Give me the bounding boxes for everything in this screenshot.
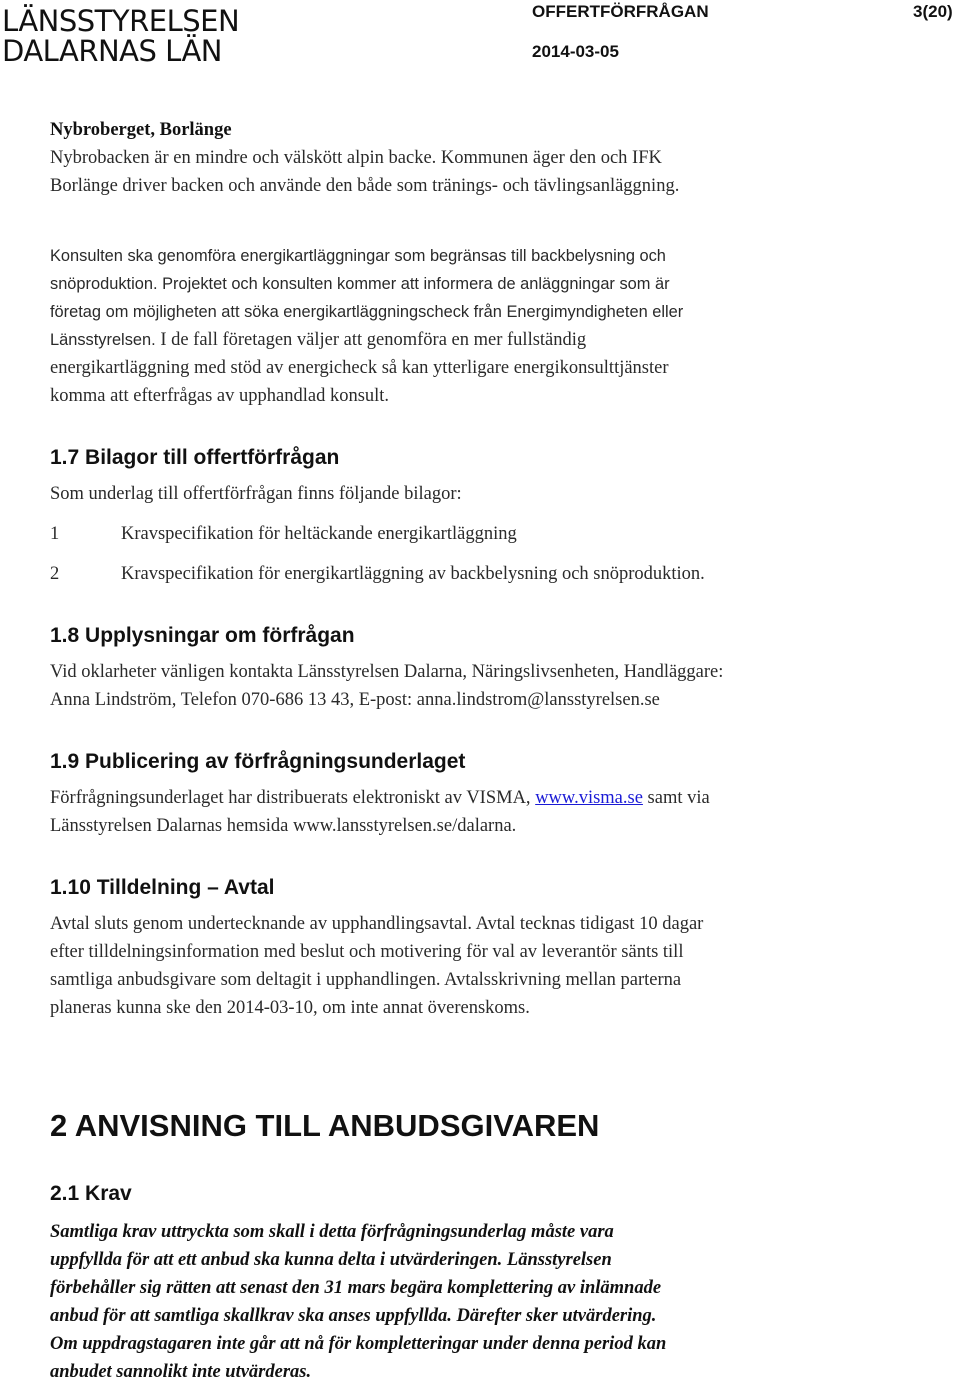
section-1-9-line2: Länsstyrelsen Dalarnas hemsida www.lansstyrelsen.se/dalarna.: [50, 816, 517, 836]
section-1-7-heading: 1.7 Bilagor till offertförfrågan: [50, 446, 340, 469]
requirements-line: anbud för att samtliga skallkrav ska anses uppfyllda. Därefter sker utvärdering.: [50, 1306, 657, 1326]
p2-line2-part-a: snöproduktion.: [50, 275, 158, 293]
nybroberget-p2-line4: [50, 326, 930, 354]
nybroberget-title: Nybroberget, Borlänge: [50, 120, 232, 140]
document-date: 2014-03-05: [532, 42, 619, 61]
p2-line4-part-b: I de fall företagen väljer att genomföra en mer fullständig: [155, 330, 587, 350]
nybroberget-p2-line1: Konsulten ska genomföra energikartläggningar som begränsas till backbelysning och: [50, 247, 666, 265]
logo-line-1: LÄNSSTYRELSEN: [2, 4, 240, 38]
agency-logo: [2, 4, 240, 68]
requirements-line: Om uppdragstagaren inte går att nå för kompletteringar under denna period kan: [50, 1334, 667, 1354]
section-1-10-line1: Avtal sluts genom undertecknande av upphandlingsavtal. Avtal tecknas tidigast 10 dagar: [50, 914, 704, 934]
attachment-text: Kravspecifikation för energikartläggning av backbelysning och snöproduktion.: [121, 564, 705, 584]
attachment-item: [50, 520, 930, 548]
section-1-10-heading: 1.10 Tilldelning – Avtal: [50, 876, 275, 899]
attachment-number: 2: [50, 564, 60, 584]
section-1-10-line4: planeras kunna ske den 2014-03-10, om inte annat överenskoms.: [50, 998, 530, 1018]
page-number: 3(20): [913, 2, 953, 21]
requirements-line: uppfyllda för att ett anbud ska kunna delta i utvärderingen. Länsstyrelsen: [50, 1250, 612, 1270]
nybroberget-p1-line2: Borlänge driver backen och använde den både som tränings- och tävlingsanläggning.: [50, 176, 680, 196]
section-1-10-line2: efter tilldelningsinformation med beslut och motivering för val av leverantör sänts till: [50, 942, 684, 962]
section-1-8-heading: 1.8 Upplysningar om förfrågan: [50, 624, 355, 647]
nybroberget-p2-line2: [50, 270, 930, 298]
attachment-item: [50, 560, 930, 588]
document-type: OFFERTFÖRFRÅGAN: [532, 2, 709, 21]
p2-line2-part-b: Projektet och konsulten kommer att informera de anläggningar som är: [157, 275, 670, 293]
chapter-2-heading: 2 ANVISNING TILL ANBUDSGIVAREN: [50, 1108, 600, 1143]
requirements-line: anbudet sannolikt inte utvärderas.: [50, 1362, 312, 1382]
attachment-number: 1: [50, 524, 60, 544]
nybroberget-p2-line6: komma att efterfrågas av upphandlad konsult.: [50, 386, 390, 406]
visma-link[interactable]: www.visma.se: [535, 788, 643, 808]
requirements-line: förbehåller sig rätten att senast den 31 mars begära komplettering av inlämnade: [50, 1278, 662, 1298]
nybroberget-p2-line5: energikartläggning med stöd av energicheck så kan ytterligare energikonsulttjänster: [50, 358, 669, 378]
attachment-text: Kravspecifikation för heltäckande energikartläggning: [121, 524, 517, 544]
logo-line-2: DALARNAS LÄN: [2, 34, 222, 68]
section-2-1-heading: 2.1 Krav: [50, 1182, 132, 1205]
requirements-line: Samtliga krav uttryckta som skall i detta förfrågningsunderlag måste vara: [50, 1222, 614, 1242]
section-1-9-text-a: Förfrågningsunderlaget har distribuerats elektroniskt av VISMA,: [50, 788, 531, 808]
nybroberget-p2-line3: företag om möjligheten att söka energikartläggningscheck från Energimyndigheten eller: [50, 303, 684, 321]
section-1-8-line1: Vid oklarheter vänligen kontakta Länsstyrelsen Dalarna, Näringslivsenheten, Handläggare:: [50, 662, 724, 682]
section-1-10-line3: samtliga anbudsgivare som deltagit i upphandlingen. Avtalsskrivning mellan parterna: [50, 970, 682, 990]
section-1-7-intro: Som underlag till offertförfrågan finns följande bilagor:: [50, 484, 462, 504]
section-1-8-line2: Anna Lindström, Telefon 070-686 13 43, E-post: anna.lindstrom@lansstyrelsen.se: [50, 690, 660, 710]
section-1-9-text-b: samt via: [647, 788, 710, 808]
section-1-9-heading: 1.9 Publicering av förfrågningsunderlaget: [50, 750, 466, 773]
p2-line4-part-a: Länsstyrelsen.: [50, 331, 156, 349]
nybroberget-p1-line1: Nybrobacken är en mindre och välskött alpin backe. Kommunen äger den och IFK: [50, 148, 662, 168]
section-1-9-line1: [50, 784, 930, 812]
